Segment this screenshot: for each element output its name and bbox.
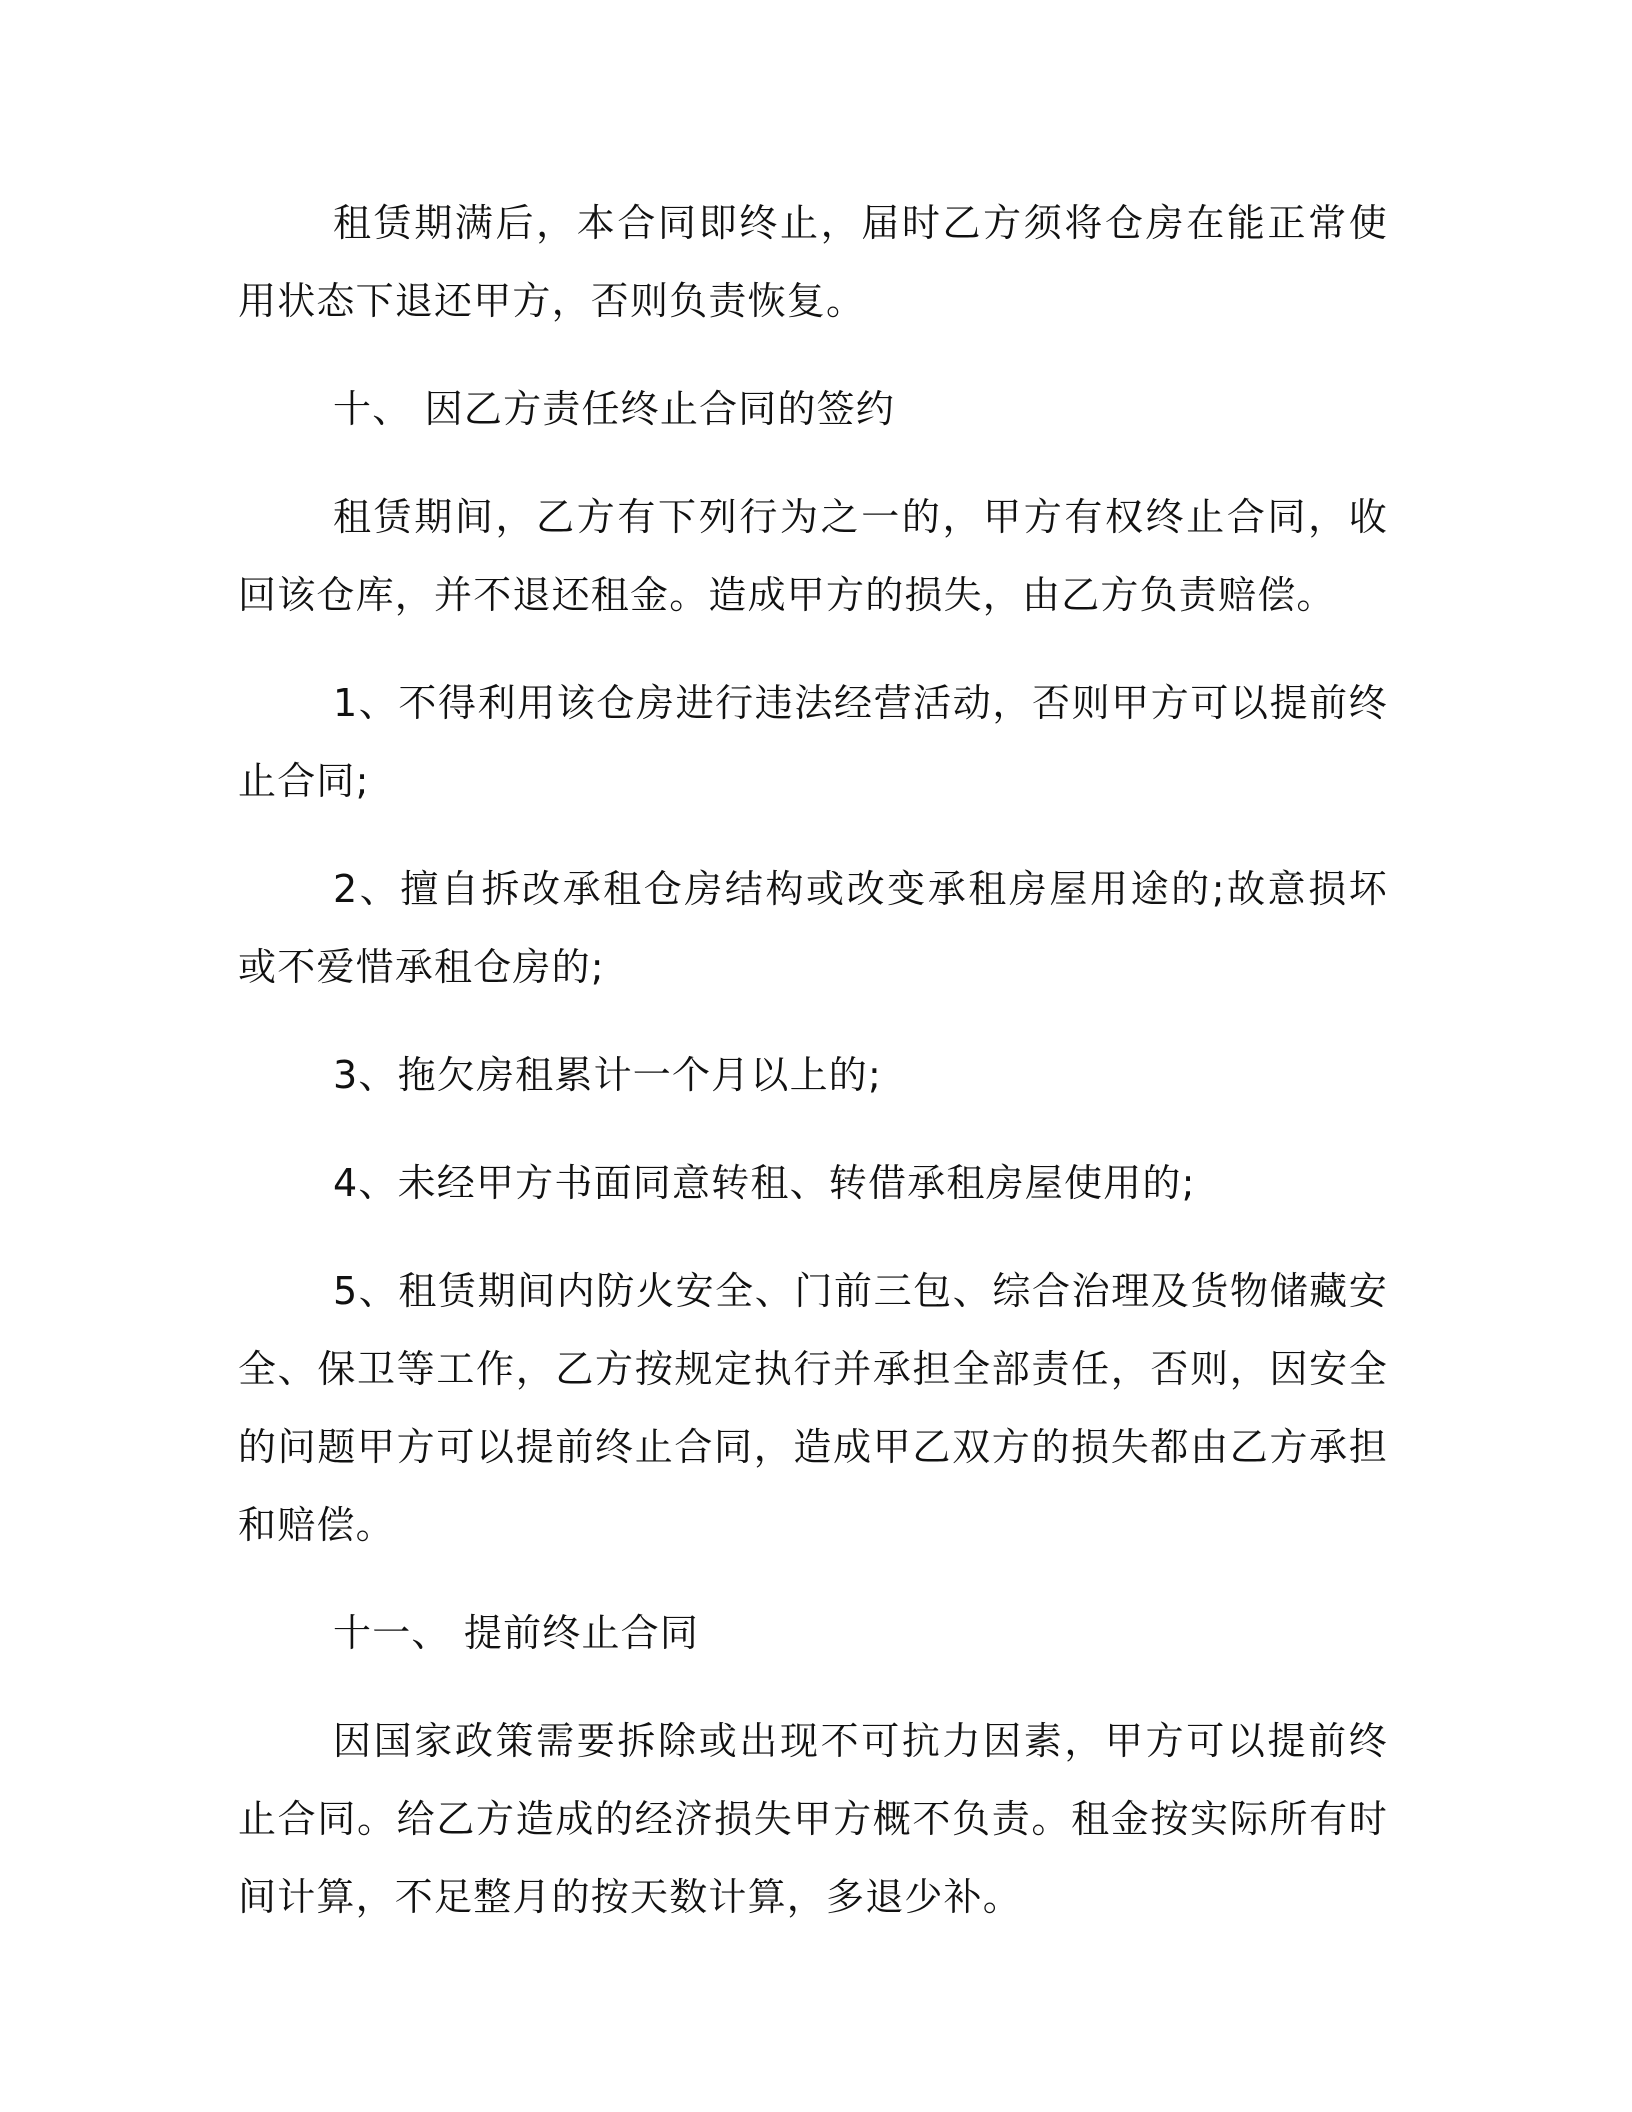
list-item-2: 2、擅自拆改承租仓房结构或改变承租房屋用途的;故意损坏或不爱惜承租仓房的; xyxy=(238,867,1388,989)
paragraph-termination-conditions: 租赁期间，乙方有下列行为之一的，甲方有权终止合同，收回该仓库，并不退还租金。造成甲方的损失，由乙方负责赔偿。 xyxy=(238,495,1388,617)
paragraph-early-termination: 因国家政策需要拆除或出现不可抗力因素，甲方可以提前终止合同。给乙方造成的经济损失甲方概不负责。租金按实际所有时间计算，不足整月的按天数计算，多退少补。 xyxy=(238,1719,1388,1919)
list-item-5: 5、租赁期间内防火安全、门前三包、综合治理及货物储藏安全、保卫等工作，乙方按规定执行并承担全部责任，否则，因安全的问题甲方可以提前终止合同，造成甲乙双方的损失都由乙方承担和赔偿。 xyxy=(238,1269,1388,1547)
list-item-1: 1、不得利用该仓房进行违法经营活动，否则甲方可以提前终止合同; xyxy=(238,681,1388,803)
paragraph-lease-expiry: 租赁期满后，本合同即终止，届时乙方须将仓房在能正常使用状态下退还甲方，否则负责恢复。 xyxy=(238,201,1388,323)
list-item-4: 4、未经甲方书面同意转租、转借承租房屋使用的; xyxy=(333,1161,1196,1205)
heading-section-eleven: 十一、 提前终止合同 xyxy=(333,1611,700,1655)
list-item-3: 3、拖欠房租累计一个月以上的; xyxy=(333,1053,882,1097)
heading-section-ten: 十、 因乙方责任终止合同的签约 xyxy=(333,387,896,431)
document-body xyxy=(238,184,1388,1936)
